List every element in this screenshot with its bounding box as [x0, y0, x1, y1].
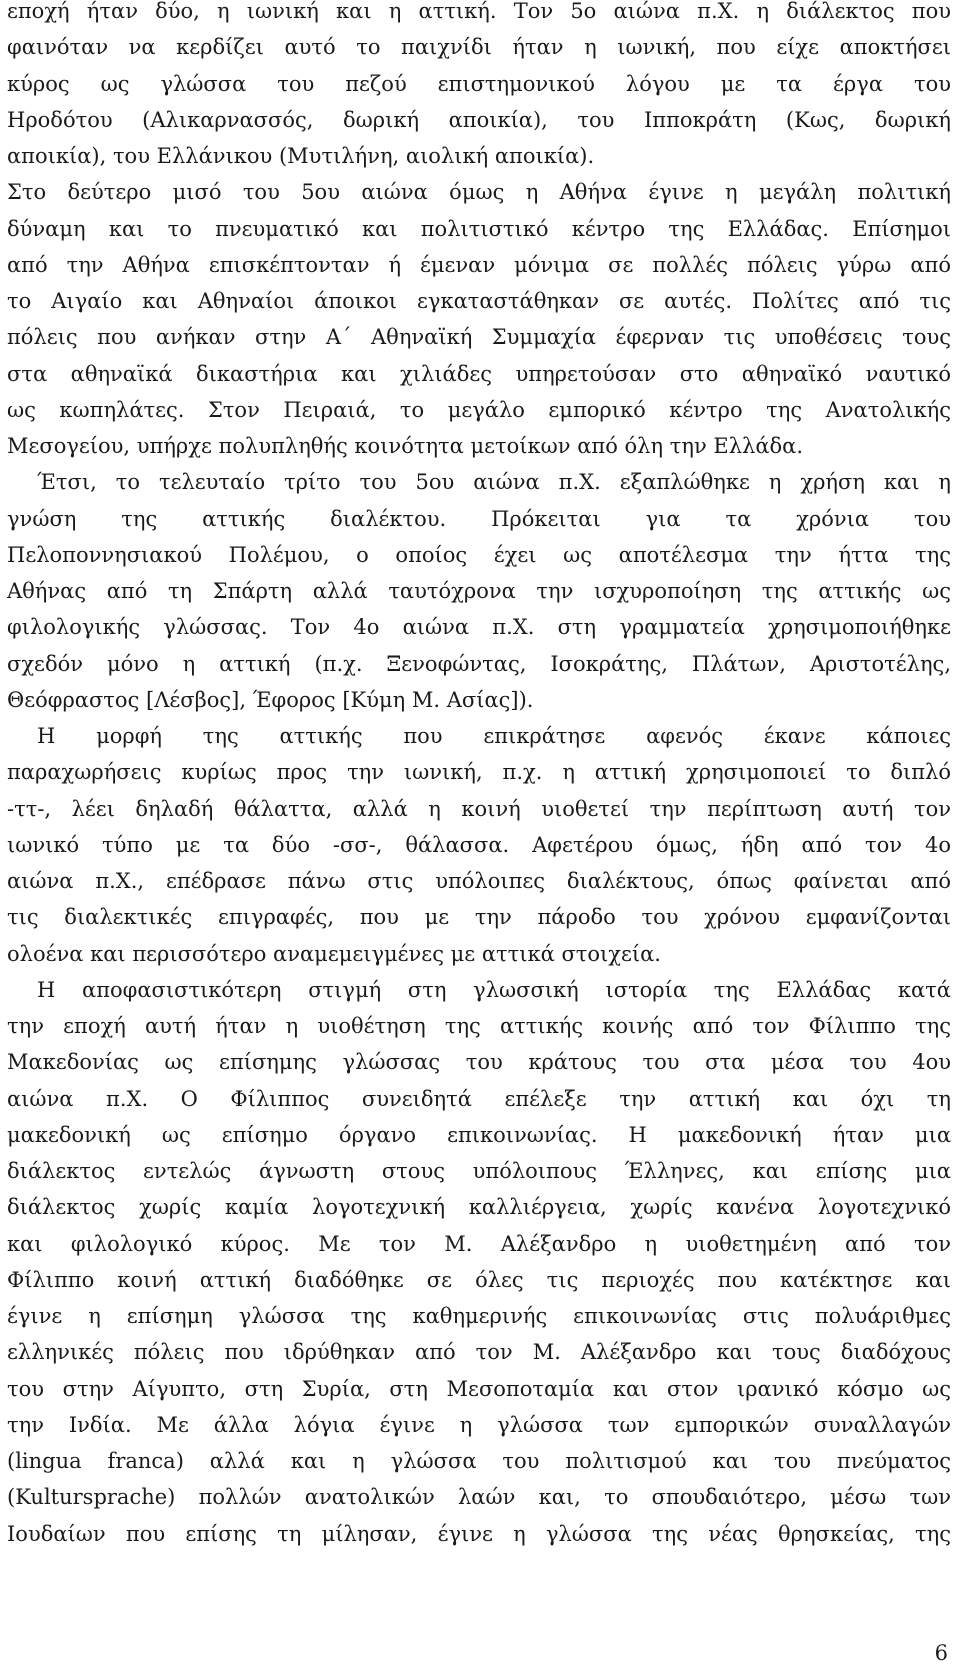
text-line: αιώνα π.Χ., επέδρασε πάνω στις υπόλοιπες διαλέκτους, όπως φαίνεται από — [7, 869, 951, 893]
text-line: μακεδονική ως επίσημο όργανο επικοινωνίας. Η μακεδονική ήταν μια — [7, 1122, 951, 1147]
paragraph — [7, 972, 951, 1552]
text-line: φαινόταν να κερδίζει αυτό το παιχνίδι ήταν η ιωνική, που είχε αποκτήσει — [7, 35, 951, 60]
text-line: έγινε η επίσημη γλώσσα της καθημερινής επικοινωνίας στις πολυάριθμες — [7, 1304, 951, 1328]
text-line: πόλεις που ανήκαν στην Α΄ Αθηναϊκή Συμμαχία έφερναν τις υποθέσεις τους — [7, 325, 951, 350]
text-line: την εποχή αυτή ήταν η υιοθέτηση της αττικής κοινής από τον Φίλιππο της — [7, 1014, 951, 1038]
text-line: παραχωρήσεις κυρίως προς την ιωνική, π.χ. η αττική χρησιμοποιεί το διπλό — [7, 760, 951, 785]
text-line: ως κωπηλάτες. Στον Πειραιά, το μεγάλο εμπορικό κέντρο της Ανατολικής — [7, 397, 951, 422]
text-line: διάλεκτος χωρίς καμία λογοτεχνική καλλιέργεια, χωρίς κανένα λογοτεχνικό — [7, 1195, 951, 1220]
text-line: ιωνικό τύπο με τα δύο -σσ-, θάλασσα. Αφετέρου όμως, ήδη από τον 4ο — [7, 832, 951, 857]
text-line: (lingua franca) αλλά και η γλώσσα του πολιτισμού και του πνεύματος — [7, 1449, 951, 1473]
text-line: Ιουδαίων που επίσης τη μίλησαν, έγινε η γλώσσα της νέας θρησκείας, της — [7, 1521, 951, 1546]
paragraph — [7, 464, 951, 718]
text-line: το Αιγαίο και Αθηναίοι άποικοι εγκαταστάθηκαν σε αυτές. Πολίτες από τις — [7, 289, 951, 313]
text-line: τις διαλεκτικές επιγραφές, που με την πάροδο του χρόνου εμφανίζονται — [7, 905, 951, 930]
text-line: (Kultursprache) πολλών ανατολικών λαών και, το σπουδαιότερο, μέσω των — [7, 1485, 951, 1510]
text-line: την Ινδία. Με άλλα λόγια έγινε η γλώσσα των εμπορικών συναλλαγών — [7, 1412, 951, 1437]
text-line: Φίλιππο κοινή αττική διαδόθηκε σε όλες τις περιοχές που κατέκτησε και — [7, 1267, 951, 1292]
text-line: Αθήνας από τη Σπάρτη αλλά ταυτόχρονα την ισχυροποίηση της αττικής ως — [7, 579, 951, 603]
text-line: κύρος ως γλώσσα του πεζού επιστημονικού λόγου με τα έργα του — [7, 71, 951, 96]
document-page — [7, 0, 951, 1552]
text-line: Ηροδότου (Αλικαρνασσός, δωρική αποικία), του Ιπποκράτη (Κως, δωρική — [7, 107, 951, 132]
text-line: Μακεδονίας ως επίσημης γλώσσας του κράτους του στα μέσα του 4ου — [7, 1050, 951, 1075]
text-line: διάλεκτος εντελώς άγνωστη στους υπόλοιπους Έλληνες, και επίσης μια — [7, 1159, 951, 1183]
text-line: ελληνικές πόλεις που ιδρύθηκαν από τον Μ. Αλέξανδρο και τους διαδόχους — [7, 1340, 951, 1365]
text-line: του στην Αίγυπτο, στη Συρία, στη Μεσοποταμία και στον ιρανικό κόσμο ως — [7, 1376, 951, 1401]
paragraph — [7, 174, 951, 464]
text-line: αποικία), του Ελλάνικου (Μυτιλήνη, αιολική αποικία). — [7, 144, 595, 168]
text-line: γνώση της αττικής διαλέκτου. Πρόκειται για τα χρόνια του — [7, 506, 951, 531]
text-line: Θεόφραστος [Λέσβος], Έφορος [Κύμη Μ. Ασίας]). — [7, 687, 534, 712]
text-line: Η αποφασιστικότερη στιγμή στη γλωσσική ιστορία της Ελλάδας κατά — [37, 977, 951, 1002]
text-line: και φιλολογικό κύρος. Με τον Μ. Αλέξανδρο η υιοθετημένη από τον — [7, 1231, 951, 1256]
paragraph — [7, 718, 951, 972]
paragraph — [7, 0, 951, 174]
text-line: φιλολογικής γλώσσας. Τον 4ο αιώνα π.Χ. στη γραμματεία χρησιμοποιήθηκε — [7, 615, 951, 640]
text-line: Έτσι, το τελευταίο τρίτο του 5ου αιώνα π.Χ. εξαπλώθηκε η χρήση και η — [37, 470, 951, 495]
text-line: από την Αθήνα επισκέπτονταν ή έμεναν μόνιμα σε πολλές πόλεις γύρω από — [7, 252, 951, 277]
text-line: Η μορφή της αττικής που επικράτησε αφενός έκανε κάποιες — [37, 724, 951, 748]
page-number: 6 — [934, 1641, 948, 1665]
text-line: -ττ-, λέει δηλαδή θάλαττα, αλλά η κοινή υιοθετεί την περίπτωση αυτή τον — [7, 796, 951, 821]
text-line: στα αθηναϊκά δικαστήρια και χιλιάδες υπηρετούσαν στο αθηναϊκό ναυτικό — [7, 361, 951, 386]
text-line: Στο δεύτερο μισό του 5ου αιώνα όμως η Αθήνα έγινε η μεγάλη πολιτική — [7, 180, 951, 205]
text-line: Μεσογείου, υπήρχε πολυπληθής κοινότητα μετοίκων από όλη την Ελλάδα. — [7, 434, 804, 458]
text-line: Πελοποννησιακού Πολέμου, ο οποίος έχει ως αποτέλεσμα την ήττα της — [7, 542, 951, 567]
text-line: σχεδόν μόνο η αττική (π.χ. Ξενοφώντας, Ισοκράτης, Πλάτων, Αριστοτέλης, — [7, 651, 951, 676]
text-line: ολοένα και περισσότερο αναμεμειγμένες με αττικά στοιχεία. — [7, 941, 661, 966]
text-line: αιώνα π.Χ. Ο Φίλιππος συνειδητά επέλεξε την αττική και όχι τη — [7, 1086, 951, 1111]
text-line: εποχή ήταν δύο, η ιωνική και η αττική. Τον 5ο αιώνα π.Χ. η διάλεκτος που — [7, 0, 951, 23]
text-line: δύναμη και το πνευματικό και πολιτιστικό κέντρο της Ελλάδας. Επίσημοι — [7, 216, 951, 241]
